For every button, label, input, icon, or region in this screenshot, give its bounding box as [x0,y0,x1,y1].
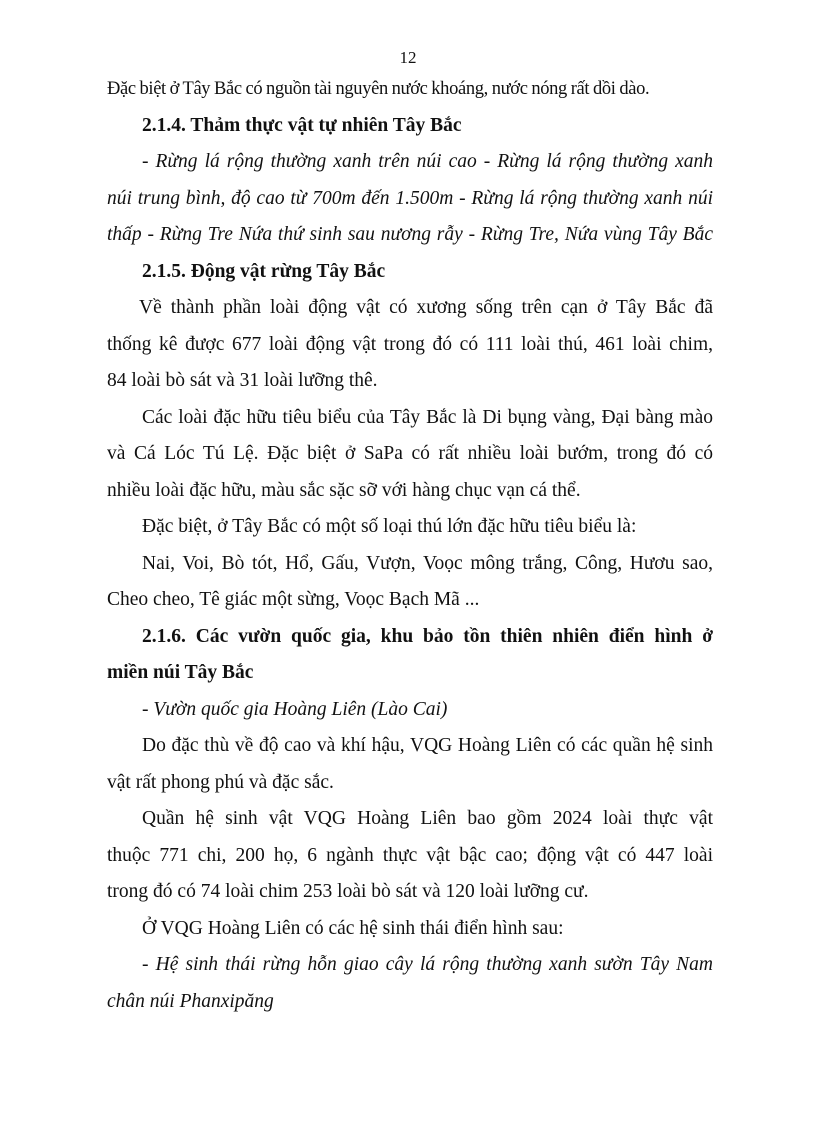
text-line: thuộc 771 chi, 200 họ, 6 ngành thực vật bậc cao; động vật có 447 loài [107,844,713,866]
park-name-item: - Vườn quốc gia Hoàng Liên (Lào Cai) [142,698,448,720]
heading-line: 2.1.6. Các vườn quốc gia, khu bảo tồn thiên nhiên điển hình ở [142,625,713,647]
text-line: trong đó có 74 loài chim 253 loài bò sát và 120 loài lưỡng cư. [107,881,589,902]
text-line: thấp - Rừng Tre Nứa thứ sinh sau nương rẫy - Rừng Tre, Nứa vùng Tây Bắc [107,224,713,245]
text-line: Do đặc thù về độ cao và khí hậu, VQG Hoàng Liên có các quần hệ sinh [142,735,713,756]
text-line: 84 loài bò sát và 31 loài lưỡng thê. [107,370,378,391]
document-body [107,71,713,1020]
endemic-species-paragraph [107,400,713,510]
fauna-composition-paragraph [107,290,713,400]
text-line: Nai, Voi, Bò tót, Hổ, Gấu, Vượn, Voọc mông trắng, Công, Hươu sao, [142,552,713,574]
text-line: và Cá Lóc Tú Lệ. Đặc biệt ở SaPa có rất nhiều loài bướm, trong đó có [107,443,713,464]
large-mammals-intro-paragraph: Đặc biệt, ở Tây Bắc có một số loại thú lớn đặc hữu tiêu biểu là: [142,516,637,537]
text-line: - Hệ sinh thái rừng hỗn giao cây lá rộng thường xanh sườn Tây Nam [142,954,713,975]
large-mammals-list-paragraph [107,546,713,619]
park-climate-paragraph [107,728,713,801]
text-line: nhiều loài đặc hữu, màu sắc sặc sỡ với hàng chục vạn cá thể. [107,479,581,501]
ecosystems-intro-paragraph: Ở VQG Hoàng Liên có các hệ sinh thái điển hình sau: [142,917,564,939]
ecosystem-item [107,947,713,1020]
text-line: Quần hệ sinh vật VQG Hoàng Liên bao gồm 2024 loài thực vật [142,808,713,829]
park-biodiversity-paragraph [107,801,713,911]
heading-line: miền núi Tây Bắc [107,662,254,683]
text-line: Cheo cheo, Tê giác một sừng, Voọc Bạch Mã ... [107,589,480,610]
text-line: núi trung bình, độ cao từ 700m đến 1.500m - Rừng lá rộng thường xanh núi [107,187,713,209]
heading-2-1-5: 2.1.5. Động vật rừng Tây Bắc [142,260,386,282]
text-line: vật rất phong phú và đặc sắc. [107,771,334,793]
page-number: 12 [399,48,417,67]
heading-2-1-4: 2.1.4. Thảm thực vật tự nhiên Tây Bắc [142,114,462,136]
text-line: - Rừng lá rộng thường xanh trên núi cao - Rừng lá rộng thường xanh [142,151,713,172]
text-line: thống kê được 677 loài động vật trong đó có 111 loài thú, 461 loài chim, [107,333,713,355]
vegetation-list-paragraph [107,144,713,254]
text-line: Các loài đặc hữu tiêu biểu của Tây Bắc là Di bụng vàng, Đại bàng mào [142,406,713,428]
text-line: Về thành phần loài động vật có xương sống trên cạn ở Tây Bắc đã [139,297,713,318]
text-line: chân núi Phanxipăng [107,990,274,1012]
intro-paragraph: Đặc biệt ở Tây Bắc có nguồn tài nguyên nước khoáng, nước nóng rất dồi dào. [107,79,650,99]
heading-2-1-6 [107,619,713,692]
